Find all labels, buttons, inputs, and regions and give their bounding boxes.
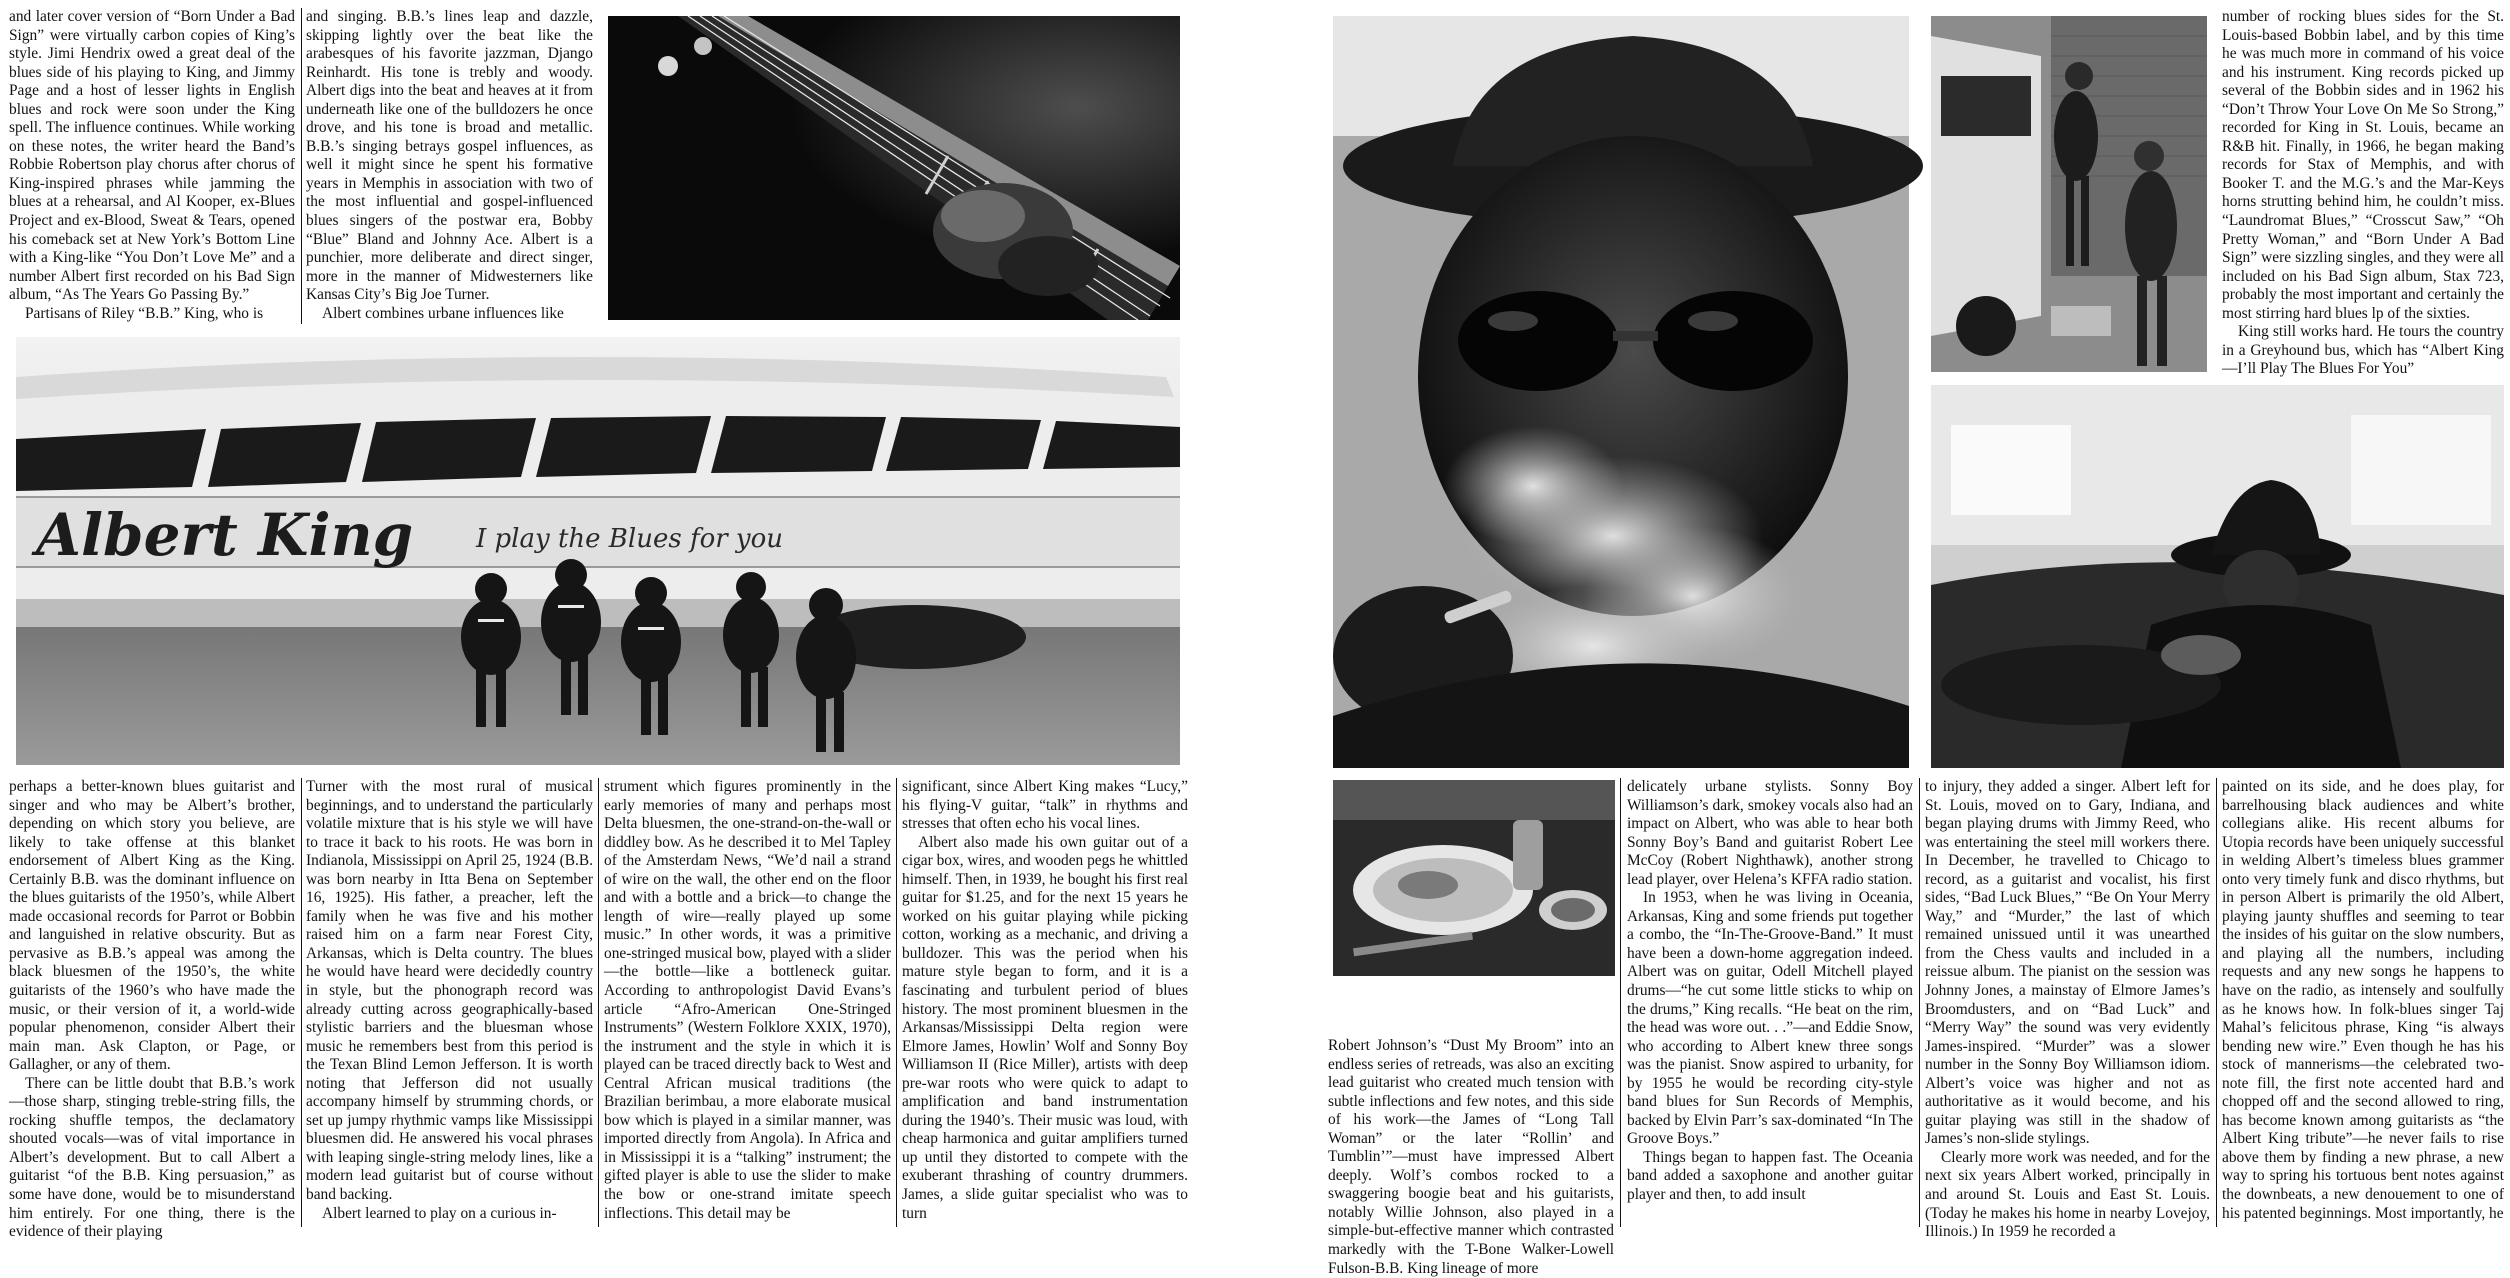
right-bottom-column-1 <box>1328 1037 1614 1277</box>
left-bottom-column-3 <box>604 778 891 1227</box>
left-bottom-column-4 <box>902 778 1188 1227</box>
column-rule <box>1620 778 1621 1227</box>
left-top-column-2 <box>306 8 593 324</box>
paragraph: number of rocking blues sides for the St. Louis-based Bobbin label, and by this time he was much more in command of his voice and his instrument. King records picked up several of the Bobbin sides and in 1962 his “Don’t Throw Your Love On Me So Strong,” recorded for King in St. Louis, became an R&B hit. Finally, in 1966, he began making records for Stax of Memphis, and with Booker T. and the M.G.’s and the Mar-Keys horns strutting behind him, he couldn’t miss. “Laundromat Blues,” “Crosscut Saw,” “Oh Pretty Woman,” and “Born Under A Bad Sign” were sizzling singles, and they were all included on his Bad Sign album, Stax 723, probably the most important and certainly the most stirring hard blues lp of the sixties. <box>2222 8 2504 322</box>
paragraph: Turner with the most rural of musical beginnings, and to understand the particularly volatile mixture that is his style we will have to trace it back to his roots. He was born in Indianola, Mississippi on April 25, 1924 (B.B. was born nearby in Itta Bena on September 16, 1925). His father, a preacher, left the family when he was five and his mother raised him on a farm near Forest City, Arkansas, which is Delta country. The blues he would have heard were decidedly country in style, but the phonograph record was already cutting across geographically-based stylistic barriers and the bluesman whose music he remembers best from this period is the Texan Blind Lemon Jefferson. It is worth noting that Jefferson did not usually accompany himself by strumming chords, or set up jumpy rhythmic vamps like Mississippi bluesmen did. He answered his vocal phrases with leaping single-string melody lines, like a modern lead guitarist but of course without band backing. <box>306 778 593 1204</box>
lounging-hat-photo <box>1931 385 2504 768</box>
left-bottom-column-1 <box>9 778 295 1241</box>
column-rule <box>598 778 599 1227</box>
bus-slogan: I play the Blues for you <box>476 524 784 554</box>
paragraph: Clearly more work was needed, and for the next six years Albert worked, principally in and around St. Louis and East St. Louis. (Today he makes his home in nearby Lovejoy, Illinois.) In 1959 he recorded a <box>1925 1148 2210 1241</box>
right-bottom-column-2 <box>1627 778 1913 1227</box>
paragraph: In 1953, when he was living in Oceania, Arkansas, King and some friends put together a combo, the “In-The-Groove-Band.” It must have been a down-home aggregation indeed. Albert was on guitar, Odell Mitchell played drums—“he cut some little sticks to whip on the drums,” King recalls. “He beat on the rim, the head was wore out. . .”—and Eddie Snow, who according to Albert knew three songs was the pianist. Snow aspired to urbanity, for by 1955 he would be recording city-style band blues for Sun Records of Memphis, backed by Elvin Parr’s sax-dominated “In The Groove Boys.” <box>1627 889 1913 1148</box>
paragraph: Albert combines urbane influences like <box>322 304 564 322</box>
bus-lettering: Albert King <box>36 501 414 569</box>
paragraph: There can be little doubt that B.B.’s work—those sharp, stinging treble-string fills, the rocking shuffle tempos, the declamatory shouted vocals—was of vital importance in Albert’s development. But to call Albert a guitarist “of the B.B. King persuasion,” as some have done, would be to misunderstand him entirely. For one thing, there is the evidence of their playing <box>9 1074 295 1241</box>
paragraph: significant, since Albert King makes “Lucy,” his flying-V guitar, “talk” in rhythms and stresses that often echo his vocal lines. <box>902 778 1188 833</box>
street-van-photo <box>1931 16 2207 372</box>
paragraph: to injury, they added a singer. Albert left for St. Louis, moved on to Gary, Indiana, and began playing drums with Jimmy Reed, who was entertaining the steel mill workers there. In December, he travelled to Chicago to record, as a guitarist and vocalist, his first sides, “Bad Luck Blues,” “Be On Your Merry Way,” and “Murder,” the last of which remained unissued until it was unearthed from the Chess vaults and included in a reissue album. The pianist on the session was Johnny Jones, a mainstay of Elmore James’s Broomdusters, and on “Bad Luck” and “Merry Way” the sound was very evidently James-inspired. “Murder” was a slower number in the Sonny Boy Williamson idiom. Albert’s voice was higher and not as authoritative as it would become, and his guitar playing was still in the shadow of James’s non-slide stylings. <box>1925 778 2210 1148</box>
right-bottom-column-3 <box>1925 778 2210 1241</box>
tour-bus-photo <box>16 337 1180 765</box>
guitar-neck-photo <box>608 16 1180 320</box>
paragraph: and later cover version of “Born Under a Bad Sign” were virtually carbon copies of King’s style. Jimi Hendrix owed a great deal of the blues side of his playing to King, and Jimmy Page and a host of lesser lights in English blues and rock were soon under the King spell. The influence continues. While working on these notes, the writer heard the Band’s Robbie Robertson play chorus after chorus of King-inspired phrases while jamming the blues at a rehearsal, and Al Kooper, ex-Blues Project and ex-Blood, Sweat & Tears, opened his comeback set at New York’s Bottom Line with a King-like “You Don’t Love Me” and a number Albert first recorded on his Bad Sign album, “As The Years Go Passing By.” <box>9 8 295 304</box>
paragraph: painted on its side, and he does play, for barrelhousing black audiences and white collegians alike. His recent albums for Utopia records have been uniquely successful in welding Albert’s timeless blues grammer onto very timely funk and disco rhythms, but in person Albert is primarily the old Albert, playing jaunty shuffles and seeming to tear the insides of his guitar on the slow numbers, and playing all the numbers, including requests and any new songs he happens to have on the radio, as intensely and soulfully as he knows how. In folk-blues singer Taj Mahal’s felicitous phrase, King “is always bending new wire.” Even though he has his stock of mannerisms—the celebrated two-note fill, the first note accented hard and chopped off and the second allowed to ring, has become known among guitarists as “the Albert King tribute”—he never fails to rise above them by finding a new phrase, a new way to spring his tortuous bent notes against the downbeats, a new denouement to one of his patented beginnings. Most importantly, he <box>2222 778 2504 1222</box>
paragraph: Albert learned to play on a curious in- <box>322 1204 557 1222</box>
column-rule <box>301 778 302 1227</box>
paragraph: Albert also made his own guitar out of a cigar box, wires, and wooden pegs he whittled himself. Then, in 1939, he bought his first real guitar for $1.25, and for the next 15 years he worked on his guitar playing while picking cotton, working as a mechanic, and driving a bulldozer. This was the period when his mature style began to form, and it is a fascinating and turbulent period of blues history. The most prominent bluesmen in the Arkansas/Mississippi Delta region were Elmore James, Howlin’ Wolf and Sonny Boy Williamson II (Rice Miller), artists with deep pre-war roots who were quick to adapt to amplification and band instrumentation during the 1940’s. Their music was loud, with cheap harmonica and guitar amplifiers turned up until they distorted to compete with the exuberant thrashing of country drummers. James, a slide guitar specialist who was to turn <box>902 833 1188 1222</box>
column-rule <box>896 778 897 1227</box>
left-bottom-column-2 <box>306 778 593 1227</box>
paragraph: delicately urbane stylists. Sonny Boy Williamson’s dark, smokey vocals also had an impact on Albert, who was able to hear both Sonny Boy’s Band and guitarist Robert Lee McCoy (Robert Nighthawk), another strong lead player, over Helena’s KFFA radio station. <box>1627 778 1913 888</box>
portrait-smoke-photo <box>1333 16 1909 768</box>
dinner-table-photo <box>1333 780 1615 976</box>
column-rule <box>301 8 302 324</box>
paragraph: King still works hard. He tours the country in a Greyhound bus, which has “Albert King—I’ll Play The Blues For You” <box>2222 323 2504 378</box>
column-rule <box>2216 778 2217 1227</box>
left-top-column-1 <box>9 8 295 324</box>
right-top-column <box>2222 8 2504 376</box>
paragraph: Robert Johnson’s “Dust My Broom” into an endless series of retreads, was also an exciting lead guitarist who created much tension with subtle inflections and few notes, and this side of his work—the James of “Long Tall Woman” or the later “Rollin’ and Tumblin’”—must have impressed Albert deeply. Wolf’s combos rocked to a swaggering boogie beat and his guitarists, notably Willie Johnson, also played in a simple-but-effective manner which contrasted markedly with the T-Bone Walker-Lowell Fulson-B.B. King lineage of more <box>1328 1037 1614 1277</box>
paragraph: strument which figures prominently in the early memories of many and perhaps most Delta bluesmen, the one-strand-on-the-wall or diddley bow. As he described it to Mel Tapley of the Amsterdam News, “We’d nail a strand of wire on the wall, the other end on the floor and with a bottle and a brick—to change the length of wire—really played up some music.” In other words, it was a primitive one-stringed musical bow, played with a slider—the bottle—like a bottleneck guitar. According to anthropologist David Evans’s article “Afro-American One-Stringed Instruments” (Western Folklore XXIX, 1970), the instrument and the style in which it is played can be traced directly back to West and Central African musical traditions (the Brazilian berimbau, a more elaborate musical bow which is played in a similar manner, was imported directly from Angola). In Africa and in Mississippi it is a “talking” instrument; the gifted player is able to use the slider to make the bow or one-strand imitate speech inflections. This detail may be <box>604 778 891 1222</box>
paragraph: Things began to happen fast. The Oceania band added a saxophone and another guitar player and then, to add insult <box>1627 1148 1913 1204</box>
paragraph: Partisans of Riley “B.B.” King, who is <box>25 304 264 322</box>
column-rule <box>1919 778 1920 1227</box>
paragraph: perhaps a better-known blues guitarist and singer and who may be Albert’s brother, depending on which story you believe, are likely to take offense at this blanket endorsement of Albert King as the King. Certainly B.B. was the dominant influence on the blues guitarists of the 1950’s, while Albert made occasional records for Parrot or Bobbin and languished in relative obscurity. But as pervasive as B.B.’s appeal was among the black bluesmen of the 1950’s, the white guitarists of the 1960’s who have made the music, or their version of it, a world-wide popular phenomenon, consider Albert their main man. Ask Clapton, or Page, or Gallagher, or any of them. <box>9 778 295 1074</box>
right-bottom-column-4 <box>2222 778 2504 1227</box>
paragraph: and singing. B.B.’s lines leap and dazzle, skipping lightly over the beat like the arabesques of his favorite jazzman, Django Reinhardt. His tone is trebly and woody. Albert digs into the beat and heaves at it from underneath like one of the bulldozers he once drove, and his tone is broad and metallic. B.B.’s singing betrays gospel influences, as well it might since he spent his formative years in Memphis in association with two of the most influential and gospel-influenced blues singers of the postwar era, Bobby “Blue” Bland and Johnny Ace. Albert is a punchier, more deliberate and direct singer, more in the manner of Midwesterners like Kansas City’s Big Joe Turner. <box>306 8 593 304</box>
